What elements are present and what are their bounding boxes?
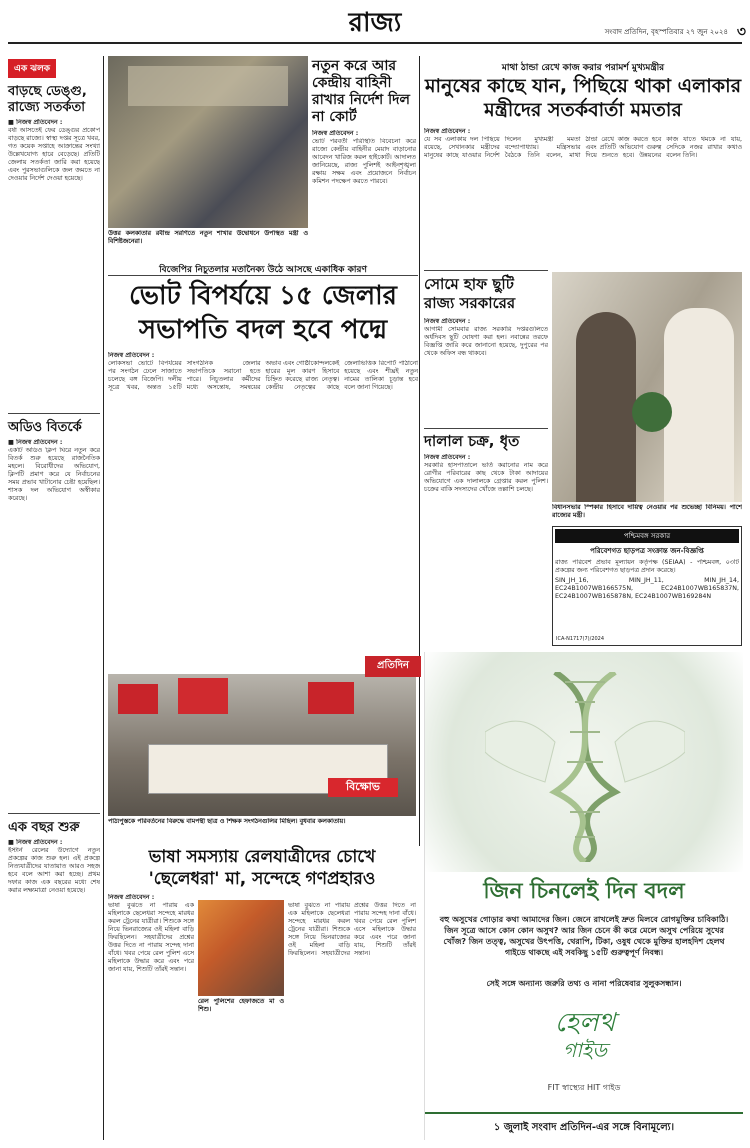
event-photo-caption: উত্তর কলকাতার রবীন্দ্র সরণিতে নতুন শাখার উদ্বোধনে উপস্থিত মন্ত্রী ও বিশিষ্টজনেরা।: [108, 230, 308, 245]
stage-banner: [128, 66, 288, 106]
advert-footer: ১ জুলাই সংবাদ প্রতিদিন-এর সঙ্গে বিনামূল্যে।: [425, 1112, 743, 1137]
bouquet: [632, 392, 672, 432]
rail-byline: নিজস্ব প্রতিবেদন :: [108, 894, 155, 901]
page-header: [0, 0, 750, 44]
story2-byline: ■ নিজস্ব প্রতিবেদন :: [8, 439, 63, 446]
protest-photo-caption: পাঠ্যপুস্তকে পরিবর্তনের বিরুদ্ধে বামপন্থী ছাত্র ও শিক্ষক সংগঠনগুলির মিছিল। বুধবার কলকাতায়।: [108, 818, 346, 825]
red-flag: [308, 682, 354, 714]
page-number: ৩: [736, 24, 746, 40]
story1-byline: ■ নিজস্ব প্রতিবেদন :: [8, 119, 63, 126]
cm-body: যে সব এলাকায় দল পিছিয়ে রয়েছে, সেখানকার মন্ত্রীদের মানুষের কাছে যাওয়ার নির্দেশ দিলেন মুখ্যমন্ত্রী মমতা বন্দ্যোপাধ্যায়। মন্ত্রিসভার বৈঠকে তিনি বলেন, মাথা ঠান্ডা রেখে কাজ করতে হবে এবং প্রতিটি অভিযোগ গুরুত্ব দিয়ে শুনতে হবে। উন্নয়নের কাজ যাতে থমকে না যায়, সেদিকে নজর রাখার কথাও বলেন তিনি।: [424, 136, 742, 159]
pratidin-logo: প্রতিদিন: [365, 656, 421, 677]
story3-headline: এক বছর শুরু: [8, 820, 80, 835]
column-divider: [419, 56, 420, 846]
dna-helix-graphic: [485, 672, 685, 862]
notice-heading: পশ্চিমবঙ্গ সরকার: [555, 529, 739, 543]
broker-body: সরকারি হাসপাতালে ভর্তি করানোর নাম করে রোগীর পরিবারের কাছ থেকে টাকা আদায়ের অভিযোগে এক দালালকে গ্রেপ্তার করল পুলিশ। চক্রের বাকি সদস্যদের খোঁজে তল্লাশি চলছে।: [424, 462, 548, 493]
notice-footer: ICA-N1717(7)/2024: [556, 636, 605, 642]
logo-line2: গাইড: [562, 1038, 608, 1062]
header-rule: [8, 42, 742, 44]
greeting-photo: [552, 272, 742, 502]
half-day-headline: সোমে হাফ ছুটি রাজ্য সরকারের: [424, 270, 548, 313]
lead-story-kicker: বিজেপির নিচুতলার মতানৈক্য উঠে আসছে একাধিক কারণ: [108, 262, 418, 276]
advert-tagline: FIT স্বাস্থ্যের HIT গাইড: [547, 1083, 621, 1092]
advert-subline: সেই সঙ্গে অন্যান্য জরুরি তথ্য ও নানা পরিষেবার সুলুকসন্ধান।: [486, 979, 682, 988]
divider: [8, 813, 100, 814]
notice-subheading: পরিবেশগত ছাড়পত্র সংক্রান্ত জন-বিজ্ঞপ্তি: [590, 547, 704, 555]
lead-byline: নিজস্ব প্রতিবেদন :: [108, 352, 155, 359]
rail-body-right: ভাষা বুঝতে না পারায় এক মহিলাকে ছেলেধরা সন্দেহে মারধর করল ট্রেনের যাত্রীরা। শিশুকে সঙ্গে নিয়ে ভিনরাজ্যের ওই মহিলা বাড়ি ফিরছিলেন। সহযাত্রীদের প্রশ্নের উত্তর দিতে না পারায় সন্দেহ দানা বাঁধে। খবর পেয়ে রেল পুলিশ এসে মহিলাকে উদ্ধার করে এবং পরে জানা যায়, শিশুটি তাঁরই সন্তান।: [288, 902, 416, 957]
half-day-byline: নিজস্ব প্রতিবেদন :: [424, 318, 471, 325]
section-title: রাজ্য: [348, 8, 402, 38]
story2-body: একটি অডিও ক্লিপ ঘিরে নতুন করে বিতর্ক শুরু হয়েছে রাজনৈতিক মহলে। বিরোধীদের অভিযোগ, ক্লিপটি প্রমাণ করে যে নির্বাচনের সময় প্রভাব খাটানোর চেষ্টা হয়েছিল। শাসক দল অভিযোগ অস্বীকার করেছে।: [8, 447, 100, 502]
cm-kicker: মাথা ঠান্ডা রেখে কাজ করার পরামর্শ মুখ্যমন্ত্রীর: [501, 63, 665, 73]
left-column: [8, 56, 100, 1140]
story3-byline: ■ নিজস্ব প্রতিবেদন :: [8, 839, 63, 846]
person-left: [576, 312, 636, 502]
half-day-body: আগামী সোমবার রাজ্য সরকারি দপ্তরগুলিতে অর্ধদিবস ছুটি ঘোষণা করা হল। নবান্নের তরফে বিজ্ঞপ্তি জারি করে জানানো হয়েছে, দুপুরের পর থেকে অফিস বন্ধ থাকবে।: [424, 326, 548, 357]
rail-headline-line2: 'ছেলেধরা' মা, সন্দেহে গণপ্রহারও: [148, 869, 376, 889]
court-body: ভোট পরবর্তী পরিস্থিতি বিবেচনা করে রাজ্যে কেন্দ্রীয় বাহিনীর মেয়াদ বাড়ানোর আবেদন খারিজ করল হাইকোর্ট। আদালত জানিয়েছে, রাজ্য পুলিশই আইনশৃঙ্খলা রক্ষায় সক্ষম এবং প্রয়োজনে নির্বাচন কমিশন পদক্ষেপ করতে পারবে।: [312, 138, 416, 185]
notice-body: রাজ্য পরিবেশ প্রভাব মূল্যায়ন কর্তৃপক্ষ (SEIAA) - পশ্চিমবঙ্গ, ০৩টি প্রকল্পের জন্য পরিবেশগত ছাড়পত্র প্রদান করেছে।: [555, 559, 739, 574]
story1-body: বর্ষা আসতেই ফের ডেঙ্গুর প্রকোপ বাড়ছে রাজ্যে। স্বাস্থ্য দপ্তর সূত্রে খবর, গত কয়েক সপ্তাহে আক্রান্তের সংখ্যা উল্লেখযোগ্য হারে বেড়েছে। প্রতিটি জেলায় সতর্কতা জারি করা হয়েছে এবং পুরসভাগুলিকে জল জমতে না দেওয়ার নির্দেশ দেওয়া হয়েছে।: [8, 127, 100, 182]
cm-headline: মানুষের কাছে যান, পিছিয়ে থাকা এলাকার মন্ত্রীদের সতর্কবার্তা মমতার: [424, 75, 742, 121]
red-flag: [178, 678, 228, 714]
broker-headline: দালাল চক্র, ধৃত: [424, 428, 548, 451]
logo-line1: হেলথ: [554, 1008, 616, 1038]
rail-photo-caption: রেল পুলিশের হেফাজতে মা ও শিশু।: [198, 998, 284, 1013]
court-headline: নতুন করে আর কেন্দ্রীয় বাহিনী রাখার নির্দেশ দিল না কোর্ট: [312, 58, 410, 125]
notice-refs: SIN_JH_16, MIN_JH_11, MIN_JH_14, EC24B1007WB166575N, EC24B1007WB165837N, EC24B1007WB165878N, EC24B1007WB169284N: [555, 577, 739, 600]
divider: [8, 413, 100, 414]
story3-body: ইস্টার্ন রেলের উদ্যোগে নতুন প্রকল্পের কাজ শুরু হল। এই প্রকল্পে নিত্যযাত্রীদের যাতায়াত আরও সহজ হবে বলে আশা করা হচ্ছে। প্রথম দফার কাজ এক বছরের মধ্যে শেষ করার লক্ষ্যমাত্রা নেওয়া হয়েছে।: [8, 847, 100, 894]
cm-byline: নিজস্ব প্রতিবেদন :: [424, 128, 471, 135]
health-guide-advert: [377, 652, 742, 1140]
lead-headline-line2: সভাপতি বদল হবে পদ্মে: [138, 315, 388, 345]
rail-photo: [198, 900, 284, 996]
broker-byline: নিজস্ব প্রতিবেদন :: [424, 454, 471, 461]
protest-banner-text: বিক্ষোভ: [328, 778, 398, 797]
section-label-badge: এক ঝলক: [8, 59, 56, 78]
story2-headline: অডিও বিতর্কে: [8, 420, 82, 435]
greeting-photo-caption: বিধানসভার স্পিকার হিসাবে দায়িত্ব নেওয়ার পর শুভেচ্ছা বিনিময়। পাশে রাজ্যের মন্ত্রী।: [552, 504, 742, 519]
person-right: [664, 308, 734, 502]
advert-headline: জিন চিনলেই দিন বদল: [483, 879, 685, 904]
column-divider: [103, 56, 104, 1140]
dateline: সংবাদ প্রতিদিন, বৃহস্পতিবার ২৭ জুন ২০২৪: [604, 28, 728, 36]
court-byline: নিজস্ব প্রতিবেদন :: [312, 130, 359, 137]
health-guide-logo: [535, 1008, 635, 1078]
lead-headline-line1: ভোট বিপর্যয়ে ১৫ জেলার: [129, 281, 397, 311]
protest-photo: [108, 674, 416, 816]
govt-notice: [552, 526, 742, 646]
advert-body: বহু অসুখের গোড়ার কথা আমাদের জিন। জেনে রাখলেই দ্রুত মিলবে রোগমুক্তির চাবিকাঠি। জিন সূত্রে আসে কোন কোন অসুখ? আর জিন চেনে কী করে মেলে অসুখ পেরিয়ে সুখের খোঁজ? জিন তত্ত্ব, অসুখের উৎপত্তি, থেরাপি, টিকা, ওষুধ থেকে মুক্তির হালহদিশ হেলথ গাইডে থাকছে এই সবকিছু ১৫টি গুরুত্বপূর্ণ নিবন্ধ।: [439, 915, 729, 957]
event-photo: [108, 56, 308, 228]
rail-headline-line1: ভাষা সমস্যায় রেলযাত্রীদের চোখে: [148, 847, 376, 867]
story1-headline: বাড়ছে ডেঙ্গু, রাজ্যে সতর্কতা: [8, 84, 87, 115]
rail-body-left: ভাষা বুঝতে না পারায় এক মহিলাকে ছেলেধরা সন্দেহে মারধর করল ট্রেনের যাত্রীরা। শিশুকে সঙ্গে নিয়ে ভিনরাজ্যের ওই মহিলা বাড়ি ফিরছিলেন। সহযাত্রীদের প্রশ্নের উত্তর দিতে না পারায় সন্দেহ দানা বাঁধে। খবর পেয়ে রেল পুলিশ এসে মহিলাকে উদ্ধার করে এবং পরে জানা যায়, শিশুটি তাঁরই সন্তান।: [108, 902, 194, 973]
lead-body: লোকসভা ভোটে বিপর্যয়ের পর সংগঠন ঢেলে সাজাতে চলেছে বঙ্গ বিজেপি। দলীয় সূত্রে খবর, অন্তত ১৫টি সাংগঠনিক জেলার সভাপতিকে সরানো হতে পারে। নিচুতলার কর্মীদের মধ্যে অসন্তোষ, সমন্বয়ের অভাব এবং গোষ্ঠীকোন্দলকেই হারের মূল কারণ হিসাবে চিহ্নিত করেছে রাজ্য নেতৃত্ব। কেন্দ্রীয় নেতৃত্বের কাছে জেলাভিত্তিক রিপোর্ট পাঠানো হয়েছে এবং শীঘ্রই নতুন নামের তালিকা চূড়ান্ত হবে বলে জানা গিয়েছে।: [108, 360, 418, 391]
red-flag: [118, 684, 158, 714]
